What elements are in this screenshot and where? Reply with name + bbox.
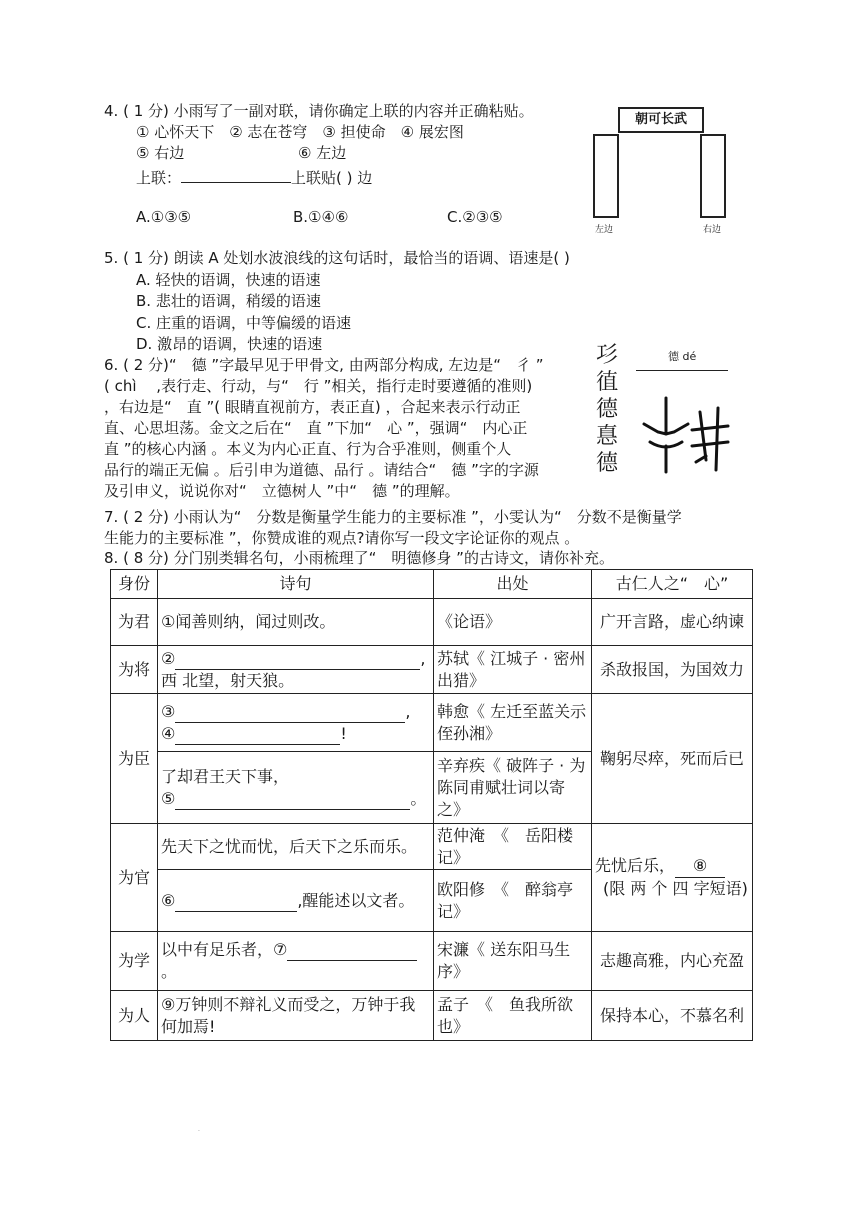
- de-character-figure: [594, 340, 732, 482]
- q8-table: [110, 569, 753, 1041]
- q4-fill-suffix: 上联贴( ) 边: [291, 169, 373, 187]
- verse-blank-3[interactable]: [175, 706, 405, 723]
- q4-choice-a[interactable]: A.①③⑤: [136, 208, 192, 226]
- q4-answer-blank[interactable]: [181, 168, 291, 183]
- header-role: 身份: [111, 570, 158, 599]
- verse-cell: [158, 932, 434, 991]
- q4-fill-prefix: 上联：: [136, 169, 182, 187]
- verse-start: 了却君王天下事，: [161, 766, 290, 786]
- heart-cell: 志趣高雅，内心充盈: [592, 932, 753, 991]
- q7-line: 生能力的主要标准 ”，你赞成谁的观点?请你写一段文字论证你的观点 。: [104, 529, 580, 547]
- table-row: [111, 991, 753, 1041]
- q4-choice-c[interactable]: C.②③⑤: [447, 208, 503, 226]
- table-row: [111, 646, 753, 694]
- heart-cell: 广开言路，虚心纳谏: [592, 599, 753, 646]
- source-cell: 范仲淹 《 岳阳楼记》: [434, 824, 592, 870]
- source-cell: 辛弃疾《 破阵子 · 为陈同甫赋壮词以寄之》: [434, 752, 592, 824]
- role-cell: 为将: [111, 646, 158, 694]
- q5-stem: 5. ( 1 分) 朗读 A 处划水波浪线的这句话时，最恰当的语调、语速是( ): [104, 249, 570, 267]
- verse-cell: ② , 西 北望，射天狼。: [158, 646, 434, 694]
- table-row: [111, 599, 753, 646]
- verse-cell: 先天下之忧而忧，后天下之乐而乐。: [158, 824, 434, 870]
- q4-fill-line: [136, 168, 372, 189]
- q7-line: 7. ( 2 分) 小雨认为“ 分数是衡量学生能力的主要标准 ”，小雯认为“ 分数不是衡量学: [104, 508, 682, 526]
- verse-end: 西 北望，射天狼。: [161, 670, 295, 690]
- heart-start: 先忧后乐，: [595, 856, 676, 875]
- role-cell: 为君: [111, 599, 158, 646]
- couplet-left-label: 左边: [595, 225, 614, 235]
- role-cell: 为官: [111, 824, 158, 932]
- blank-number: ④: [161, 723, 176, 743]
- couplet-right-scroll: [700, 134, 726, 218]
- source-cell: 宋濂《 送东阳马生序》: [434, 932, 592, 991]
- verse-blank-4[interactable]: [175, 728, 340, 745]
- table-row: [111, 694, 753, 752]
- blank-number: ③: [161, 701, 176, 721]
- verse-cell: ③ , ④ !: [158, 694, 434, 752]
- verse-end: ,醒能述以文者。: [297, 890, 415, 910]
- role-cell: 为人: [111, 991, 158, 1041]
- q4-option-left: ⑥ 左边: [298, 144, 347, 162]
- verse-cell: ①闻善则纳，闻过则改。: [158, 599, 434, 646]
- header-source: 出处: [434, 570, 592, 599]
- role-cell: 为学: [111, 932, 158, 991]
- q6-line: 直、心思坦荡。金文之后在“ 直 ”下加“ 心 ”，强调“ 内心正: [104, 419, 528, 437]
- q5-option-b[interactable]: B. 悲壮的语调，稍缓的语速: [136, 292, 321, 310]
- q6-line: 6. ( 2 分)“ 德 ”字最早见于甲骨文, 由两部分构成, 左边是“ 彳 ”: [104, 356, 544, 374]
- de-ancient-forms: 㣉 徝 德 惪 德: [596, 343, 619, 476]
- q4-stem: 4. ( 1 分) 小雨写了一副对联，请你确定上联的内容并正确粘贴。: [104, 102, 534, 120]
- heart-cell: 杀敌报国，为国效力: [592, 646, 753, 694]
- q6-line: ( chì ,表行走、行动，与“ 行 ”相关，指行走时要遵循的准则): [104, 377, 533, 395]
- heart-cell: [592, 824, 753, 932]
- source-cell: 苏轼《 江城子 · 密州出猎》: [434, 646, 592, 694]
- heart-cell: 保持本心，不慕名利: [592, 991, 753, 1041]
- source-cell: 欧阳修 《 醉翁亭记》: [434, 870, 592, 932]
- verse-blank-5[interactable]: [175, 793, 410, 810]
- verse-cell: [158, 870, 434, 932]
- heart-note: (限 两 个 四 字短语): [603, 879, 748, 898]
- q6-line: 品行的端正无偏 。后引申为道德、品行 。请结合“ 德 ”字的字源: [104, 461, 539, 479]
- table-row: [111, 932, 753, 991]
- verse-end: 。: [161, 962, 178, 981]
- q6-line: 及引申义，说说你对“ 立德树人 ”中“ 德 ”的理解。: [104, 482, 460, 500]
- q5-option-d[interactable]: D. 激昂的语调，快速的语速: [136, 335, 323, 353]
- couplet-right-label: 右边: [703, 225, 722, 235]
- verse-cell: 了却君王天下事， ⑤ 。: [158, 752, 434, 824]
- q4-choice-b[interactable]: B.①④⑥: [293, 208, 349, 226]
- blank-number: ⑧: [675, 855, 725, 878]
- blank-number: ⑤: [161, 788, 176, 808]
- heart-cell: 鞠躬尽瘁，死而后已: [592, 694, 753, 824]
- q4-options-row1: ① 心怀天下 ② 志在苍穹 ③ 担使命 ④ 展宏图: [136, 123, 464, 141]
- source-cell: 韩愈《 左迁至蓝关示侄孙湘》: [434, 694, 592, 752]
- q7-text: [104, 507, 682, 549]
- blank-number: ⑦: [273, 940, 288, 959]
- q6-text: [104, 355, 544, 502]
- role-cell: 为臣: [111, 694, 158, 824]
- table-row: [111, 824, 753, 870]
- q6-line: ，右边是“ 直 ”( 眼睛直视前方，表正直) ，合起来表示行动正: [104, 398, 521, 416]
- verse-cell: ⑨万钟则不辩礼义而受之，万钟于我何加焉!: [158, 991, 434, 1041]
- page-dot: ·: [198, 1128, 200, 1135]
- q6-line: 直 ”的核心内涵 。本义为内心正直、行为合乎准则，侧重个人: [104, 440, 512, 458]
- blank-number: ②: [161, 648, 176, 668]
- blank-number: ⑥: [161, 890, 176, 910]
- q4-option-right: ⑤ 右边: [136, 144, 185, 162]
- q5-option-a[interactable]: A. 轻快的语调，快速的语速: [136, 271, 321, 289]
- q8-stem: 8. ( 8 分) 分门别类辑名句，小雨梳理了“ 明德修身 ”的古诗文，请你补充。: [104, 549, 614, 567]
- verse-start: 以中有足乐者，: [161, 940, 274, 959]
- q5-option-c[interactable]: C. 庄重的语调，中等偏缓的语速: [136, 314, 352, 332]
- verse-end: !: [340, 723, 347, 743]
- verse-blank-6[interactable]: [175, 895, 297, 912]
- header-verse: 诗句: [158, 570, 434, 599]
- source-cell: 孟子 《 鱼我所欲 也》: [434, 991, 592, 1041]
- table-header-row: [111, 570, 753, 599]
- couplet-left-scroll: [593, 134, 619, 218]
- source-cell: 《论语》: [434, 599, 592, 646]
- de-oracle-glyph: [636, 390, 730, 476]
- de-caption: 德 dé: [668, 350, 697, 363]
- verse-blank-2[interactable]: [175, 653, 420, 670]
- header-heart: 古仁人之“ 心”: [592, 570, 753, 599]
- de-divider: [636, 370, 728, 371]
- couplet-banner: 朝可长武: [618, 107, 704, 133]
- verse-blank-7[interactable]: [287, 944, 417, 961]
